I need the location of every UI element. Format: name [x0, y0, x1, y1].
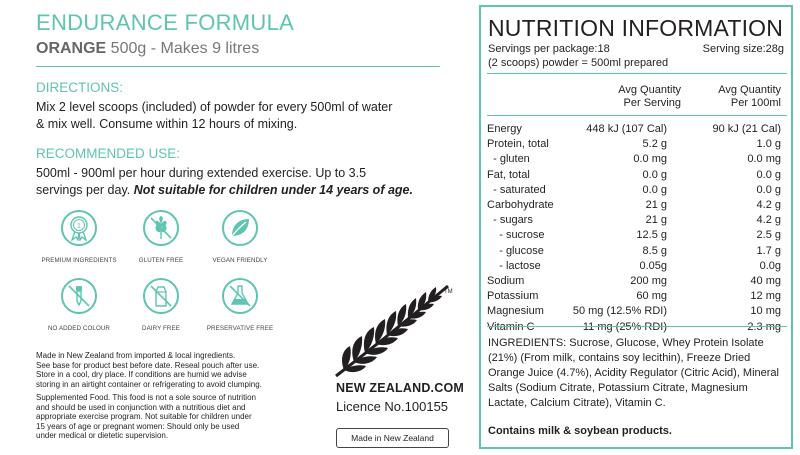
- badge-gluten-free: [123, 210, 199, 264]
- nutrition-row: [487, 290, 787, 303]
- nutrition-row: [487, 123, 787, 136]
- nutrient-label: - gluten: [487, 153, 530, 166]
- per-100ml-value: [747, 321, 781, 334]
- dropper-crossed-icon: [66, 283, 92, 309]
- directions-text: [36, 99, 456, 133]
- per-100ml-value: 0.0 g: [756, 168, 781, 181]
- nutrition-row: [487, 305, 787, 318]
- scoop-note: (2 scoops) powder = 500ml prepared: [488, 57, 669, 69]
- per-100ml-value: 4.2 g: [756, 199, 781, 211]
- directions-line-2: & mix well. Consume within 12 hours of mixing.: [36, 117, 298, 131]
- badge-label: PRESERVATIVE FREE: [206, 325, 274, 332]
- badge-label: PREMIUM INGREDIENTS: [41, 257, 117, 264]
- per-serving-value: 50 mg (12.5% RDI): [572, 305, 667, 318]
- per-serving-value: 12.5 g: [636, 229, 667, 242]
- nutrition-row: [487, 245, 787, 258]
- nutrient-label: - sugars: [487, 214, 533, 227]
- flask-crossed-icon: [227, 283, 253, 309]
- nutrition-divider-bottom: [487, 326, 787, 327]
- per-serving-value: 200 mg: [630, 275, 667, 287]
- leaf-icon: [227, 215, 253, 241]
- recommended-text: [36, 165, 466, 199]
- milk-carton-crossed-icon: [148, 283, 174, 309]
- ingredients-list: INGREDIENTS: Sucrose, Glucose, Whey Protein Isolate (21%) (From milk, contains soy lecithin), Freeze Dried Orange Juice (4.7%), Acidity Regulator (Citric Acid), Mineral Salts (Sodium Citrate, Potassium Citrate, Magnesium Lactate, Calcium Citrate), Vitamin C.: [488, 337, 779, 409]
- nutrient-label: Fat, total: [487, 168, 530, 181]
- badge-label: DAIRY FREE: [142, 325, 180, 332]
- column-head-per-100ml: Avg Quantity Per 100ml: [718, 84, 781, 109]
- nutrition-row: [487, 275, 787, 288]
- size-text: 500g - Makes 9 litres: [106, 40, 260, 57]
- directions-heading: DIRECTIONS:: [36, 80, 124, 95]
- allergen-statement: Contains milk & soybean products.: [488, 425, 672, 437]
- badge-label: VEGAN FRIENDLY: [212, 257, 268, 264]
- nutrition-row: [487, 321, 787, 334]
- per-serving-value: 5.2 g: [642, 138, 667, 151]
- title-divider: [36, 66, 440, 67]
- nutrition-divider-top: [487, 73, 787, 74]
- per-100ml-value: 1.7 g: [756, 244, 781, 257]
- product-subtitle: [36, 40, 259, 58]
- nz-website: NEW ZEALAND.COM: [336, 381, 464, 395]
- directions-line-1: Mix 2 level scoops (included) of powder for every 500ml of water: [36, 100, 393, 114]
- product-title: ENDURANCE FORMULA: [36, 10, 295, 35]
- per-100ml-value: 10 mg: [750, 305, 781, 318]
- servings-per-package: Servings per package:18: [488, 43, 610, 55]
- recommended-line-1: 500ml - 900ml per hour during extended exercise. Up to 3.5: [36, 166, 367, 180]
- per-100ml-value: 0.0g: [759, 259, 781, 272]
- nutrient-label: Magnesium: [487, 305, 544, 318]
- per-serving-value: [583, 321, 667, 334]
- recommended-heading: RECOMMENDED USE:: [36, 146, 181, 161]
- per-serving-value: 60 mg: [636, 290, 667, 303]
- nutrition-row: [487, 138, 787, 151]
- nutrition-divider-header: [487, 115, 787, 116]
- nutrient-label: Carbohydrate: [487, 199, 554, 211]
- serving-size: Serving size:28g: [702, 43, 784, 55]
- age-warning: Not suitable for children under 14 years of age.: [133, 183, 413, 197]
- nutrition-title: NUTRITION INFORMATION: [488, 15, 784, 41]
- badge-label: NO ADDED COLOUR: [47, 325, 110, 332]
- nutrition-row: [487, 184, 787, 197]
- per-100ml-value: 40 mg: [750, 275, 781, 287]
- per-100ml-value: 2.5 g: [756, 229, 781, 242]
- wheat-crossed-icon: [148, 215, 174, 241]
- nutrient-label: - saturated: [487, 183, 546, 196]
- nutrition-row: [487, 214, 787, 227]
- badge-preservative-free: [202, 278, 278, 332]
- nutrient-label: Sodium: [487, 275, 525, 287]
- badge-dairy-free: [123, 278, 199, 332]
- nutrition-row: [487, 169, 787, 182]
- award-ribbon-icon: [67, 215, 91, 241]
- licence-number: Licence No.100155: [336, 399, 449, 414]
- badge-premium-ingredients: [41, 210, 117, 264]
- recommended-line-2: servings per day. Not suitable for children under 14 years of age.: [36, 183, 413, 197]
- made-in-nz-box: Made in New Zealand: [336, 428, 449, 448]
- per-100ml-value: 4.2 g: [756, 214, 781, 227]
- silver-fern-logo: [330, 280, 460, 380]
- flavour-name: ORANGE: [36, 40, 107, 57]
- nutrition-row: [487, 260, 787, 273]
- nutrient-label: Protein, total: [487, 138, 549, 151]
- badge-label: GLUTEN FREE: [138, 257, 184, 264]
- nutrient-label: - glucose: [487, 244, 544, 257]
- per-100ml-value: 12 mg: [750, 290, 781, 303]
- nutrition-row: [487, 153, 787, 166]
- nutrient-label: - sucrose: [487, 229, 545, 242]
- badge-vegan-friendly: [202, 210, 278, 264]
- per-serving-value: 448 kJ (107 Cal): [586, 123, 667, 135]
- per-100ml-value: 1.0 g: [756, 138, 781, 151]
- per-serving-value: 0.05g: [639, 259, 667, 272]
- svg-text:1: 1: [77, 223, 81, 230]
- per-serving-value: 0.0 g: [642, 183, 667, 196]
- per-serving-value: 8.5 g: [642, 244, 667, 257]
- badge-no-added-colour: [41, 278, 117, 332]
- storage-notice: Made in New Zealand from imported & local ingredients. See base for product best before date. Reseal pouch after use. Store in a cool, dry place. If conditions are humid we advise storing in an airtight container or refrigerating to avoid clumping.: [36, 351, 262, 389]
- per-serving-value: 21 g: [645, 214, 667, 227]
- per-serving-value: 21 g: [645, 199, 667, 211]
- nutrition-row: [487, 199, 787, 212]
- per-serving-value: 0.0 mg: [633, 153, 667, 166]
- nutrient-label: [487, 321, 534, 334]
- per-100ml-value: 90 kJ (21 Cal): [712, 123, 781, 135]
- per-100ml-value: 0.0 mg: [747, 153, 781, 166]
- column-head-per-serving: Avg Quantity Per Serving: [618, 84, 681, 109]
- per-100ml-value: 0.0 g: [756, 183, 781, 196]
- nutrient-label: - lactose: [487, 259, 541, 272]
- per-serving-value: 0.0 g: [642, 168, 667, 181]
- supplemented-food-notice: Supplemented Food. This food is not a sole source of nutrition and should be used in conjunction with a nutritious diet and appropriate exercise program. Not suitable for children under 15 years of age or pregnant women: Should only be used under medical or dietetic supervision.: [36, 393, 256, 441]
- nutrient-label: Potassium: [487, 290, 539, 303]
- trademark-mark: TM: [444, 289, 453, 295]
- nutrient-label: Energy: [487, 123, 522, 135]
- nutrition-row: [487, 229, 787, 242]
